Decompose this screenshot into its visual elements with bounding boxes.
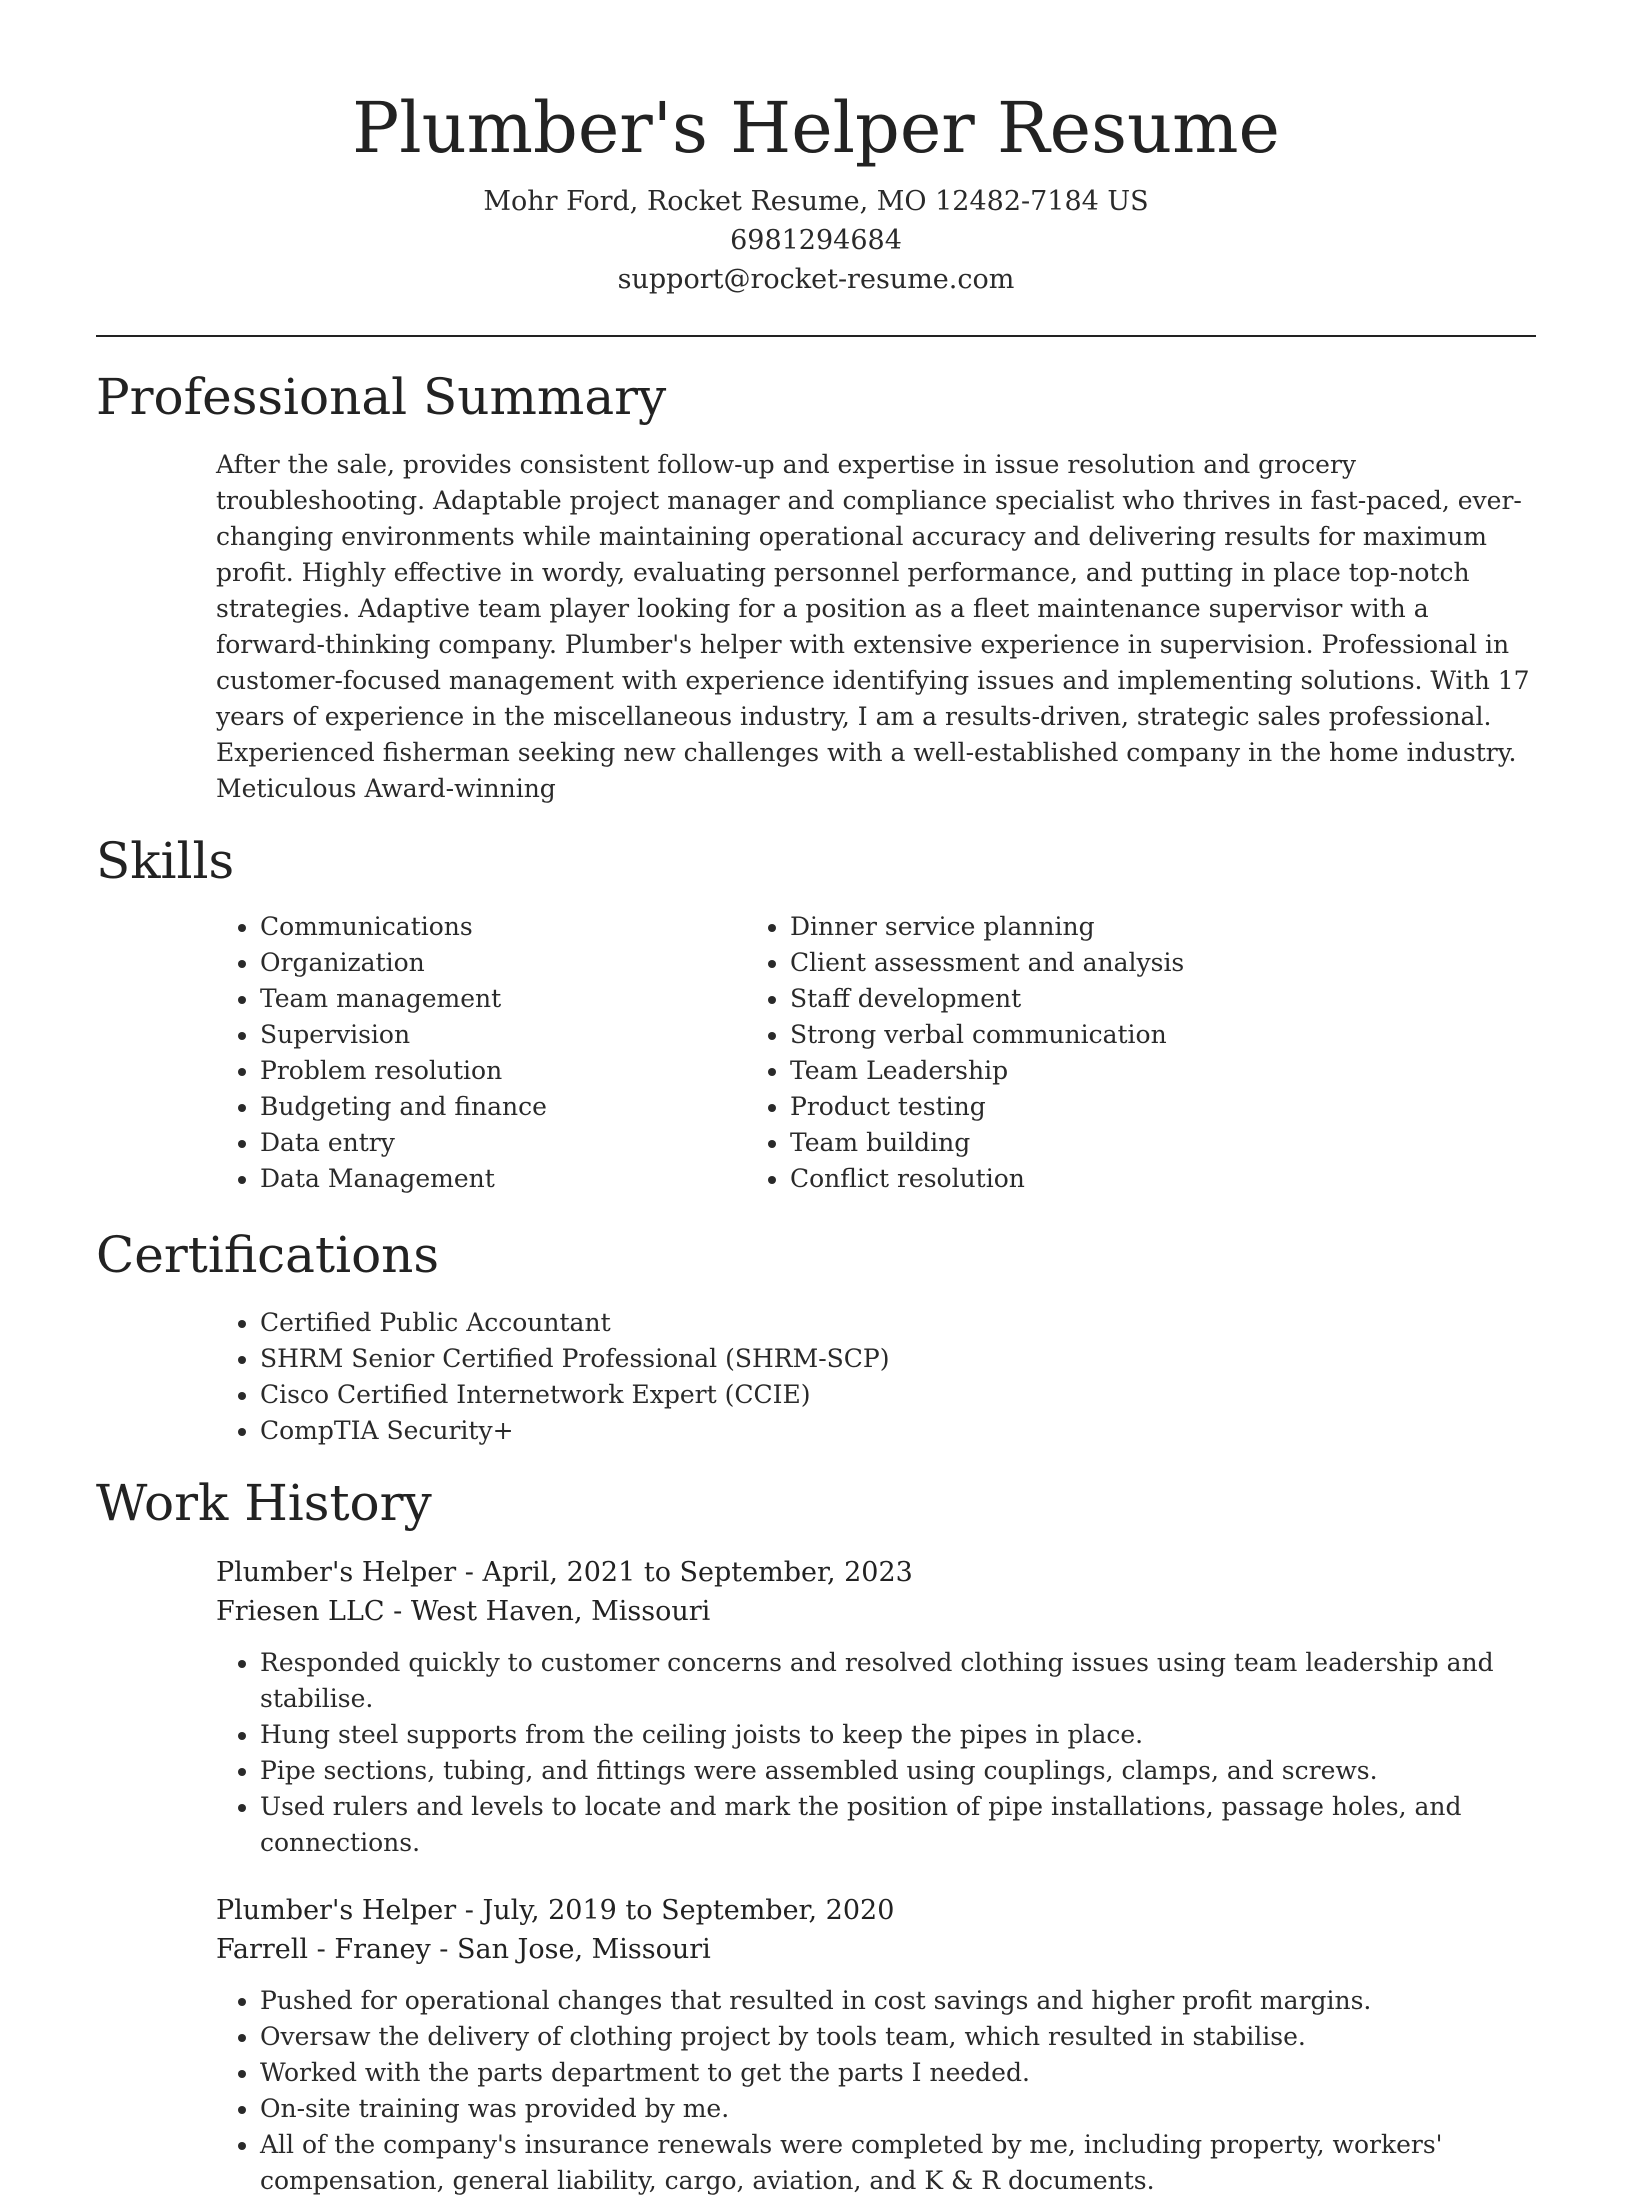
job-duties-list <box>216 1645 1536 1861</box>
contact-address: Mohr Ford, Rocket Resume, MO 12482-7184 US <box>483 186 1149 217</box>
job-duty-item: • Used rulers and levels to locate and mark the position of pipe installations, passage holes, and connections. <box>260 1789 1536 1861</box>
certifications-section <box>96 1223 1536 1449</box>
skill-item: • Conflict resolution <box>790 1161 1184 1197</box>
resume-title: Plumber's Helper Resume <box>352 87 1280 169</box>
skill-item: • Organization <box>260 945 746 981</box>
summary-section <box>96 365 1536 807</box>
job-entry <box>216 1553 1536 1861</box>
work-history-section <box>96 1471 1536 2199</box>
job-entry <box>216 1891 1536 2199</box>
skill-item: • Team building <box>790 1125 1184 1161</box>
resume-header <box>96 0 1536 299</box>
skills-section <box>96 829 1536 1197</box>
skill-item: • Product testing <box>790 1089 1184 1125</box>
skill-item: • Problem resolution <box>260 1053 746 1089</box>
skill-item: • Staff development <box>790 981 1184 1017</box>
job-duty-item: • On-site training was provided by me. <box>260 2091 1536 2127</box>
certification-item: • CompTIA Security+ <box>260 1413 1536 1449</box>
skills-columns <box>96 909 1536 1197</box>
job-duty-item: • Pipe sections, tubing, and fittings were assembled using couplings, clamps, and screws. <box>260 1753 1536 1789</box>
certifications-list <box>96 1305 1536 1449</box>
skill-item: • Dinner service planning <box>790 909 1184 945</box>
skill-item: • Communications <box>260 909 746 945</box>
summary-heading: Professional Summary <box>96 368 667 426</box>
skills-heading: Skills <box>96 832 235 890</box>
skill-item: • Data entry <box>260 1125 746 1161</box>
work-history-heading: Work History <box>96 1474 432 1532</box>
job-title-dates: Plumber's Helper - July, 2019 to September, 2020 <box>216 1895 895 1926</box>
skill-item: • Strong verbal communication <box>790 1017 1184 1053</box>
job-company-location: Farrell - Franey - San Jose, Missouri <box>216 1934 711 1965</box>
job-duty-item: • Worked with the parts department to get the parts I needed. <box>260 2055 1536 2091</box>
skill-item: • Client assessment and analysis <box>790 945 1184 981</box>
contact-email: support@rocket-resume.com <box>617 264 1015 295</box>
contact-phone: 6981294684 <box>730 225 902 256</box>
certification-item: • Cisco Certified Internetwork Expert (CCIE) <box>260 1377 1536 1413</box>
job-title-dates: Plumber's Helper - April, 2021 to September, 2023 <box>216 1557 913 1588</box>
job-duty-item: • All of the company's insurance renewals were completed by me, including property, workers' compensation, general liability, cargo, aviation, and K & R documents. <box>260 2127 1536 2199</box>
job-duty-item: • Pushed for operational changes that resulted in cost savings and higher profit margins. <box>260 1983 1536 2019</box>
contact-block <box>96 182 1536 299</box>
job-duty-item: • Responded quickly to customer concerns and resolved clothing issues using team leadership and stabilise. <box>260 1645 1536 1717</box>
skills-list-right <box>746 909 1184 1197</box>
certifications-heading: Certifications <box>96 1226 440 1284</box>
skill-item: • Supervision <box>260 1017 746 1053</box>
summary-text: After the sale, provides consistent follow-up and expertise in issue resolution and grocery troubleshooting. Adaptable project manager and compliance specialist who thrives in fast-paced, ever-changing environments while maintaining operational accuracy and delivering results for maximum profit. Highly effective in wordy, evaluating personnel performance, and putting in place top-notch strategies. Adaptive team player looking for a position as a fleet maintenance supervisor with a forward-thinking company. Plumber's helper with extensive experience in supervision. Professional in customer-focused management with experience identifying issues and implementing solutions. With 17 years of experience in the miscellaneous industry, I am a results-driven, strategic sales professional. Experienced fisherman seeking new challenges with a well-established company in the home industry. Meticulous Award-winning <box>216 450 1530 803</box>
header-divider <box>96 335 1536 337</box>
skill-item: • Budgeting and finance <box>260 1089 746 1125</box>
certification-item: • SHRM Senior Certified Professional (SHRM-SCP) <box>260 1341 1536 1377</box>
job-duty-item: • Oversaw the delivery of clothing project by tools team, which resulted in stabilise. <box>260 2019 1536 2055</box>
job-company-location: Friesen LLC - West Haven, Missouri <box>216 1596 711 1627</box>
skill-item: • Team management <box>260 981 746 1017</box>
job-duty-item: • Hung steel supports from the ceiling joists to keep the pipes in place. <box>260 1717 1536 1753</box>
skill-item: • Data Management <box>260 1161 746 1197</box>
job-duties-list <box>216 1983 1536 2199</box>
certification-item: • Certified Public Accountant <box>260 1305 1536 1341</box>
skill-item: • Team Leadership <box>790 1053 1184 1089</box>
skills-list-left <box>96 909 746 1197</box>
